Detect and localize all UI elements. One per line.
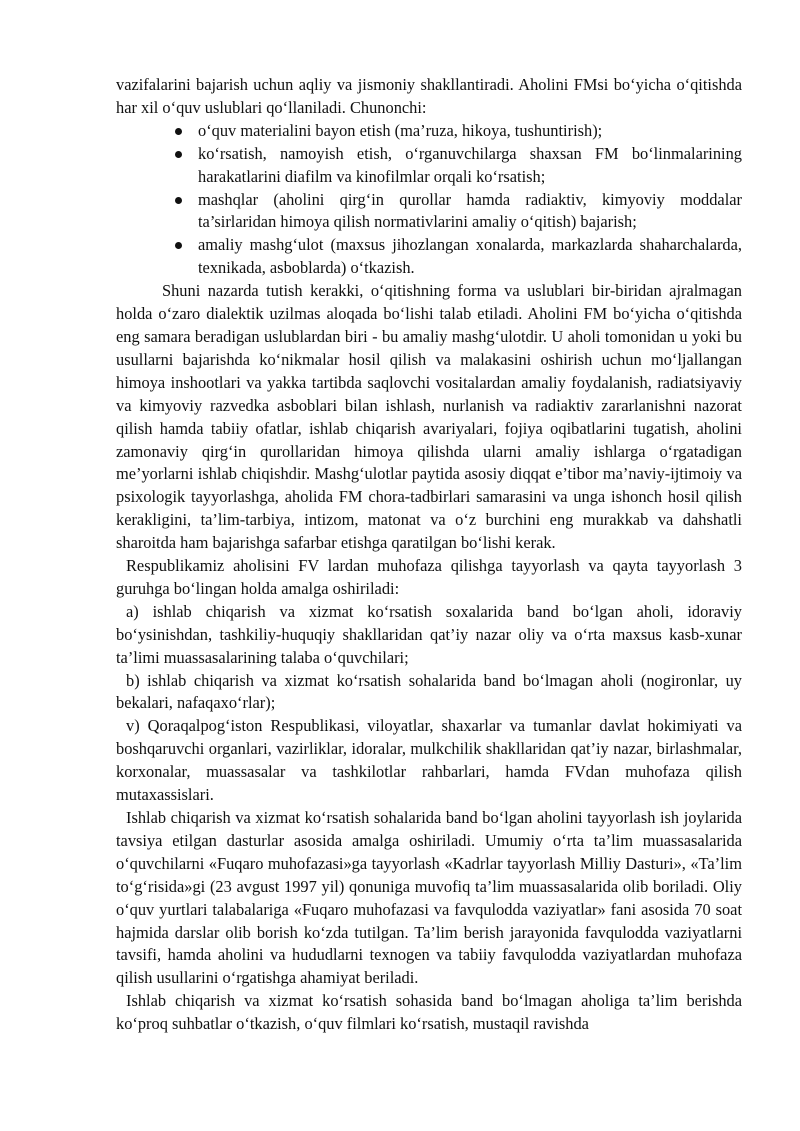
paragraph-group-v: v) Qoraqalpog‘iston Respublikasi, viloyatlar, shaxarlar va tumanlar davlat hokimiyati va boshqaruvchi organlari, vazirliklar, idoralar, mulkchilik shakllaridan qat’iy nazar, birlashmalar, korxonalar, muassasalar va tashkilotlar rahbarlari, hamda FVdan muhofaza qilish mutaxassislari. — [116, 716, 742, 805]
list-item-text: mashqlar (aholini qirg‘in qurollar hamda radiaktiv, kimyoviy moddalar ta’sirlaridan himoya qilish normativlarini amaliy o‘qitish) bajarish; — [198, 189, 742, 232]
methods-list — [116, 120, 742, 280]
bullet-icon — [175, 151, 182, 158]
paragraph-group-b: b) ishlab chiqarish va xizmat ko‘rsatish sohalarida band bo‘lmagan aholi (nogironlar, uy bekalari, nafaqaxo‘rlar); — [116, 670, 742, 713]
paragraph-unemployed-training: Ishlab chiqarish va xizmat ko‘rsatish sohasida band bo‘lmagan aholiga ta’lim berishda ko‘proq suhbatlar o‘tkazish, o‘quv filmlari ko‘rsatish, mustaqil ravishda — [116, 991, 742, 1034]
paragraph-group-a: a) ishlab chiqarish va xizmat ko‘rsatish soxalarida band bo‘lgan aholi, idoraviy bo‘ysinishdan, tashkiliy-huquqiy shakllaridan qat’iy nazar oliy va o‘rta maxsus kasb-xunar ta’limi muassasalarining talaba o‘quvchilari; — [116, 601, 742, 667]
paragraph-employed-training: Ishlab chiqarish va xizmat ko‘rsatish sohalarida band bo‘lgan aholini tayyorlash ish joylarida tavsiya etilgan dasturlar asosida amalga oshiriladi. Umumiy o‘rta ta’lim muassasalarida o‘quvchilarni «Fuqaro muhofazasi»ga tayyorlash «Kadrlar tayyorlash Milliy Dasturi», «Ta’lim to‘g‘risida»gi (23 avgust 1997 yil) qonuniga muvofiq ta’lim muassasalarida olib boriladi. Oliy o‘quv yurtlari talabalariga «Fuqaro muhofazasi va favqulodda vaziyatlar» fani asosida 70 soat hajmida darslar olib borish ko‘zda tutilgan. Ta’lim berish jarayonida favqulodda vaziyatlarni tavsifi, hamda aholini va hududlarni texnogen va tabiiy favqulodda vaziyatlardan muhofaza qilish usullarini o‘rgatishga ahamiyat beriladi. — [116, 808, 742, 988]
list-item — [198, 189, 742, 235]
bullet-icon — [175, 128, 182, 135]
list-item-text: o‘quv materialini bayon etish (ma’ruza, hikoya, tushuntirish); — [198, 120, 603, 140]
paragraph-intro: vazifalarini bajarish uchun aqliy va jismoniy shakllantiradi. Aholini FMsi bo‘yicha o‘qitishda har xil o‘quv uslublari qo‘llaniladi. Chunonchi: — [116, 75, 742, 117]
bullet-icon — [175, 242, 182, 249]
list-item-text: ko‘rsatish, namoyish etish, o‘rganuvchilarga shaxsan FM bo‘linmalarining harakatlarini diafilm va kinofilmlar orqali ko‘rsatish; — [198, 143, 742, 186]
list-item-text: amaliy mashg‘ulot (maxsus jihozlangan xonalarda, markazlarda shaharchalarda, texnikada, asboblarda) o‘tkazish. — [198, 235, 742, 278]
list-item — [198, 120, 742, 143]
paragraph-forms-methods: Shuni nazarda tutish kerakki, o‘qitishning forma va uslublari bir-biridan ajralmagan holda o‘zaro dialektik uzilmas aloqada bo‘lishi talab etiladi. Aholini FM bo‘yicha o‘qitishda eng samara beradigan uslublardan biri - bu amaliy mashg‘ulotdir. U aholi tomonidan u yoki bu usullarni bajarishda ko‘nikmalar hosil qilish va malakasini oshirish uchun mo‘ljallangan himoya inshootlari va yakka tartibda saqlovchi vositalardan amaliy foydalanish, radiatsiyaviy va kimyoviy razvedka asboblari bilan ishlash, nurlanish va radiaktiv zararlanishni nazorat qilish hamda tabiiy ofatlar, ishlab chiqarish avariyalari, fojiya oqibatlarini tugatish, aholini zamonaviy qirg‘in qurollaridan himoya qilishda ularni amaliy ishlarga o‘rgatadigan me’yorlarni ishlab chiqishdir. Mashg‘ulotlar paytida asosiy diqqat e’tibor ma’naviy-ijtimoiy va psixologik tayyorlashga, aholida FM chora-tadbirlari samarasini va unga ishonch hosil qilish kerakligini, ta’lim-tarbiya, intizom, matonat va o‘z burchini eng murakkab va dahshatli sharoitda ham bajarishga safarbar etishga qaratilgan bo‘lishi kerak. — [116, 281, 742, 553]
paragraph-three-groups: Respublikamiz aholisini FV lardan muhofaza qilishga tayyorlash va qayta tayyorlash 3 guruhga bo‘lingan holda amalga oshiriladi: — [116, 556, 742, 598]
list-item — [198, 234, 742, 280]
list-item — [198, 143, 742, 189]
bullet-icon — [175, 197, 182, 204]
document-page — [116, 74, 742, 1036]
